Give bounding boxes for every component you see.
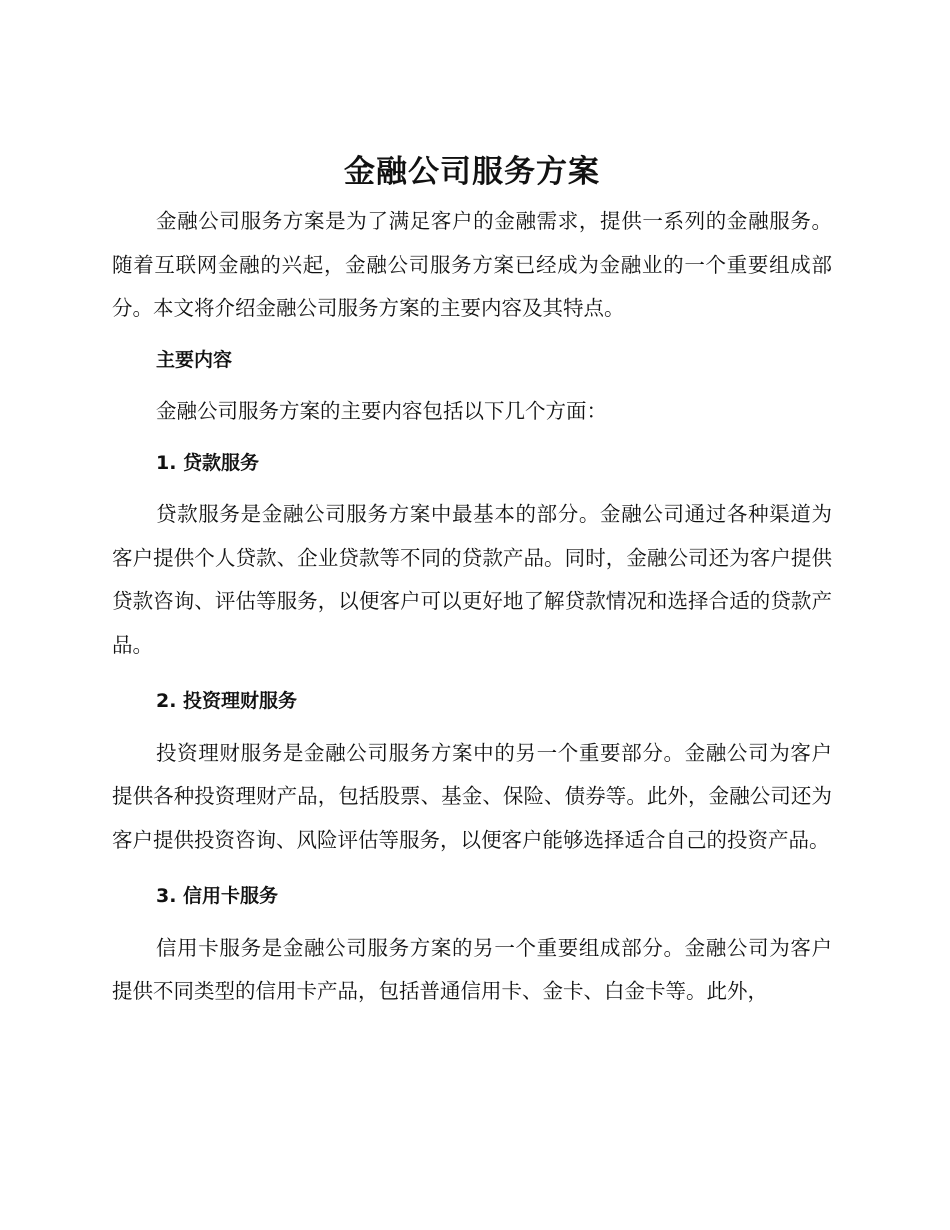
main-content-heading: 主要内容	[156, 348, 233, 371]
document-title: 金融公司服务方案	[344, 154, 600, 190]
intro-paragraph: 金融公司服务方案是为了满足客户的金融需求，提供一系列的金融服务。随着互联网金融的兴起，金融公司服务方案已经成为金融业的一个重要组成部分。本文将介绍金融公司服务方案的主要内容及其特点。	[112, 209, 832, 320]
section-body-investment: 投资理财服务是金融公司服务方案中的另一个重要部分。金融公司为客户提供各种投资理财产品，包括股票、基金、保险、债券等。此外，金融公司还为客户提供投资咨询、风险评估等服务，以便客户能够选择适合自己的投资产品。	[112, 740, 832, 852]
section-body-loan: 贷款服务是金融公司服务方案中最基本的部分。金融公司通过各种渠道为客户提供个人贷款、企业贷款等不同的贷款产品。同时，金融公司还为客户提供贷款咨询、评估等服务，以便客户可以更好地了解贷款情况和选择合适的贷款产品。	[112, 502, 832, 657]
section-heading-loan: 1. 贷款服务	[156, 451, 260, 474]
main-content-intro: 金融公司服务方案的主要内容包括以下几个方面：	[156, 399, 607, 423]
document-page	[112, 150, 832, 1014]
section-body-credit-card: 信用卡服务是金融公司服务方案的另一个重要组成部分。金融公司为客户提供不同类型的信用卡产品，包括普通信用卡、金卡、白金卡等。此外，	[112, 935, 832, 1003]
section-heading-investment: 2. 投资理财服务	[156, 690, 298, 712]
section-heading-credit-card: 3. 信用卡服务	[156, 885, 279, 907]
